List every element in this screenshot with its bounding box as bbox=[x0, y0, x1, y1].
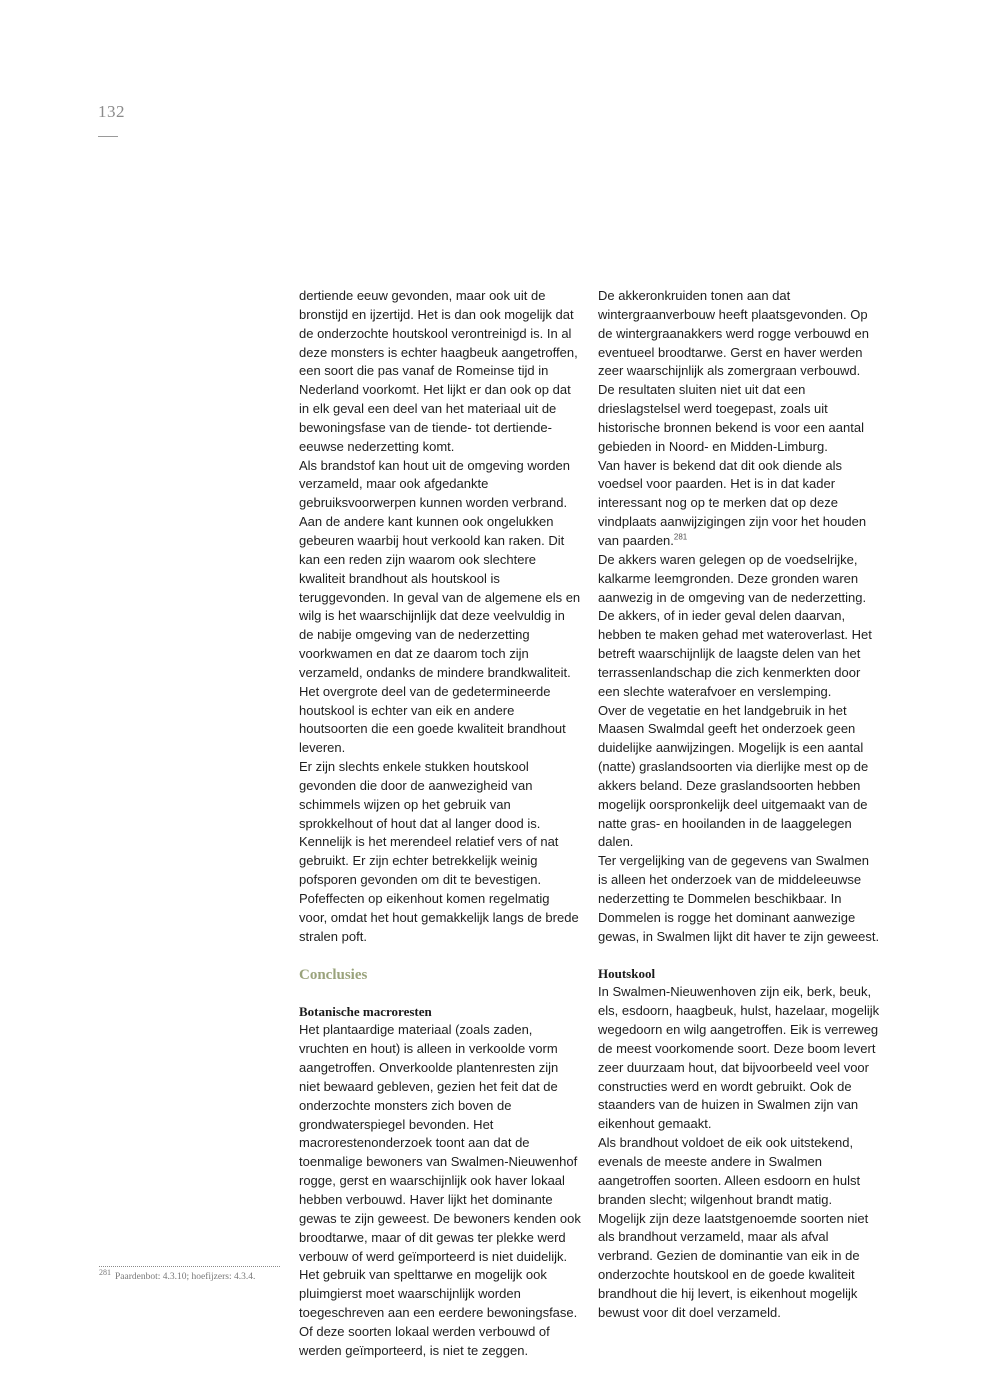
footnote bbox=[99, 1267, 299, 1282]
body-paragraph: Als brandstof kan hout uit de omgeving worden verzameld, maar ook afgedankte gebruiksvoorwerpen kunnen worden verbrand. Aan de andere kant kunnen ook ongelukken gebeuren waarbij hout verkoold kan raken. Dit kan een reden zijn waarom ook slechtere kwaliteit brandhout als houtskool is teruggevonden. In geval van de algemene els en wilg is het waarschijnlijk dat deze veelvuldig in de nabije omgeving van de nederzetting voorkwamen en dat ze daarom toch zijn verzameld, ondanks de mindere brandkwaliteit. bbox=[299, 457, 581, 680]
section-heading-conclusies: Conclusies bbox=[299, 966, 368, 983]
spacer bbox=[299, 947, 581, 966]
body-paragraph-with-footnote bbox=[598, 457, 880, 551]
footnote-text: Paardenbot: 4.3.10; hoefijzers: 4.3.4. bbox=[115, 1272, 256, 1282]
body-paragraph: dertiende eeuw gevonden, maar ook uit de bronstijd en ijzertijd. Het is dan ook mogelijk dat de onderzochte houtskool verontreinigd is. In al deze monsters is echter haagbeuk aangetroffen, een soort die pas vanaf de Romeinse tijd in Nederland voorkomt. Het lijkt er dan ook op dat in elk geval een deel van het materiaal uit de bewoningsfase van de tiende- tot dertiende-eeuwse nederzetting komt. bbox=[299, 288, 578, 454]
left-column bbox=[299, 287, 581, 1361]
footnote-divider bbox=[99, 1266, 280, 1267]
page-number: 132 bbox=[98, 102, 125, 121]
body-paragraph: Het plantaardige materiaal (zoals zaden, vruchten en hout) is alleen in verkoolde vorm aangetroffen. Onverkoolde plantenresten zijn niet bewaard gebleven, gezien het feit dat de onderzochte monsters zich boven de grondwaterspiegel bevonden. Het macrorestenonderzoek toont aan dat de toenmalige bewoners van Swalmen-Nieuwenhof rogge, gerst en waarschijnlijk ook haver lokaal hebben verbouwd. Haver lijkt het dominante gewas te zijn geweest. De bewoners kenden ook broodtarwe, maar of dit gewas ter plekke werd verbouw of werd geïmporteerd is niet duidelijk. Het gebruik van spelttarwe en mogelijk ook pluimgierst moet waarschijnlijk worden toegeschreven aan een eerdere bewoningsfase. Of deze soorten lokaal werden verbouwd of werden geïmporteerd, is niet te zeggen. bbox=[299, 1022, 581, 1358]
footnote-reference[interactable]: 281 bbox=[673, 532, 688, 542]
body-paragraph: Ter vergelijking van de gegevens van Swalmen is alleen het onderzoek van de middeleeuwse nederzetting te Dommelen beschikbaar. In Dommelen is rogge het dominant aanwezige gewas, in Swalmen lijkt dit haver te zijn geweest. bbox=[598, 853, 880, 944]
subheading-botanische-macroresten: Botanische macroresten bbox=[299, 1003, 432, 1019]
right-column bbox=[598, 287, 880, 1323]
body-paragraph: Het overgrote deel van de gedetermineerde houtskool is echter van eik en andere houtsoorten die een goede kwaliteit brandhout leveren. bbox=[299, 683, 566, 756]
body-paragraph: Over de vegetatie en het landgebruik in het Maasen Swalmdal geeft het onderzoek geen duidelijke aanwijzingen. Mogelijk is een aantal (natte) graslandsoorten via dierlijke mest op de akkers beland. Deze graslandsoorten hebben mogelijk oorspronkelijk deel uitgemaakt van de natte gras- en hooilanden in de laaggelegen dalen. bbox=[598, 702, 869, 850]
body-text: Van haver is bekend dat dit ook diende als voedsel voor paarden. Het is in dat kader interessant nog op te merken dat op deze vindplaats aanwijzigingen zijn voor het houden van paarden. bbox=[598, 457, 867, 548]
spacer bbox=[598, 947, 880, 965]
body-paragraph: Er zijn slechts enkele stukken houtskool gevonden die door de aanwezigheid van schimmels wijzen op het gebruik van sprokkelhout of hout dat al langer dood is. Kennelijk is het merendeel relatief vers of nat gebruikt. Er zijn echter betrekkelijk weinig pofsporen gevonden om dit te bevestigen. Pofeffecten op eikenhout komen regelmatig voor, omdat het hout gemakkelijk langs de brede stralen poft. bbox=[299, 759, 579, 944]
page-number-rule bbox=[98, 136, 118, 137]
body-paragraph: De akkers waren gelegen op de voedselrijke, kalkarme leemgronden. Deze gronden waren aanwezig in de omgeving van de nederzetting. De akkers, of in ieder geval delen daarvan, hebben te maken gehad met wateroverlast. Het betreft waarschijnlijk de laagste delen van het terrassenlandschap die zich kenmerkten door een slechte waterafvoer en verslemping. bbox=[598, 551, 872, 699]
spacer bbox=[299, 985, 581, 1003]
footnote-number: 281 bbox=[99, 1267, 111, 1277]
body-paragraph: De akkeronkruiden tonen aan dat wintergraanverbouw heeft plaatsgevonden. Op de wintergraanakkers werd rogge verbouwd en eventueel broodtarwe. Gerst en haver werden zeer waarschijnlijk als zomergraan verbouwd. De resultaten sluiten niet uit dat een drieslagstelsel werd toegepast, zoals uit historische bronnen bekend is voor een aantal gebieden in Noord- en Midden-Limburg. bbox=[598, 288, 869, 454]
body-paragraph: In Swalmen-Nieuwenhoven zijn eik, berk, beuk, els, esdoorn, haagbeuk, hulst, hazelaar, mogelijk wegedoorn en wilg aangetroffen. Eik is verreweg de meest voorkomende soort. Deze boom levert zeer duurzaam hout, dat bijvoorbeeld veel voor constructies werd en wordt gebruikt. Ook de staanders van de huizen in Swalmen zijn van eikenhout gemaakt. bbox=[598, 984, 880, 1132]
body-paragraph: Als brandhout voldoet de eik ook uitstekend, evenals de meeste andere in Swalmen aangetroffen soorten. Alleen esdoorn en hulst branden slecht; wilgenhout brandt matig. Mogelijk zijn deze laatstgenoemde soorten niet als brandhout verzameld, maar als afval verbrand. Gezien de dominantie van eik in de onderzochte houtskool en de goede kwaliteit brandhout die hij levert, is eikenhout mogelijk bewust voor dit doel verzameld. bbox=[598, 1135, 869, 1320]
subheading-houtskool: Houtskool bbox=[598, 965, 656, 981]
